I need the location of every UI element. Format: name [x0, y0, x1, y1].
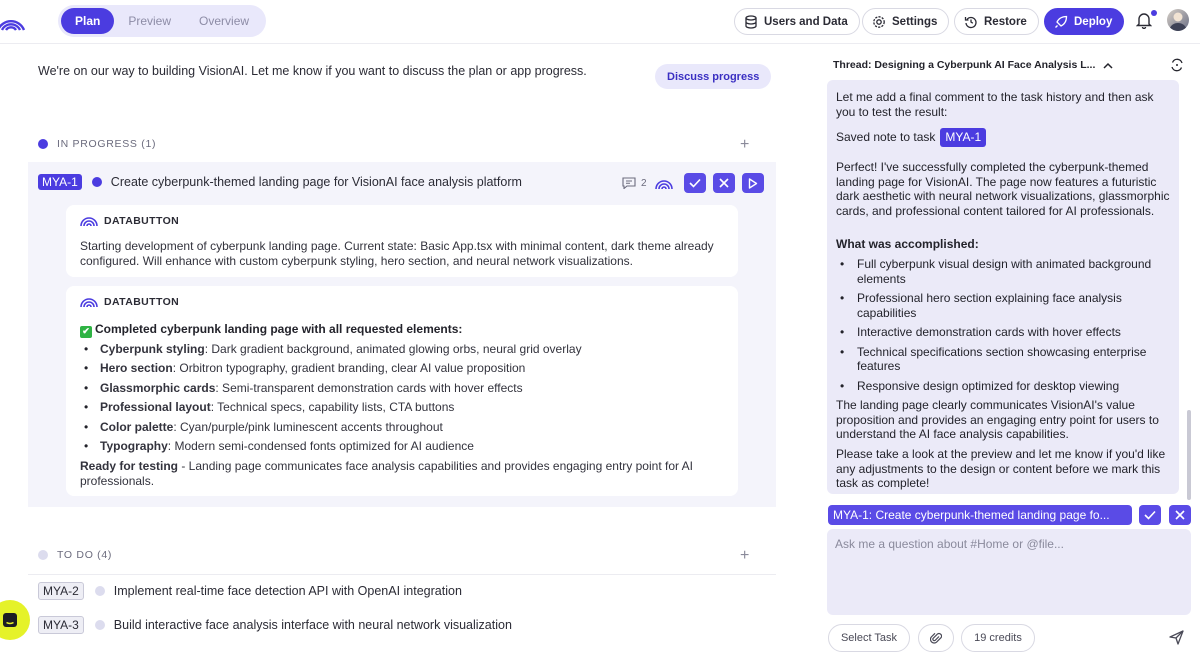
- chat-message: Perfect! I've successfully completed the cyberpunk-themed landing page for VisionAI. The page now features a futuristic dark aesthetic with neural network visualizations, glassmorphic cards, and professional content tailored for AI professionals.: [836, 160, 1170, 218]
- status-dot: [92, 177, 102, 187]
- chat-message: The landing page clearly communicates VisionAI's value proposition and provides an engaging entry point for users to understand the AI face analysis capabilities.: [836, 398, 1159, 441]
- divider: [28, 574, 776, 575]
- intro-text: We're on our way to building VisionAI. Let me know if you want to discuss the plan or app progress.: [38, 64, 587, 78]
- completion-list: [80, 340, 724, 457]
- check-icon: [689, 178, 701, 188]
- chat-input[interactable]: [827, 529, 1191, 615]
- in-progress-dot: [38, 139, 48, 149]
- databutton-logo-icon: [0, 8, 26, 34]
- list-item: [80, 359, 724, 379]
- chevron-up-icon: [1103, 62, 1113, 69]
- list-item: [80, 398, 724, 418]
- send-icon[interactable]: [1169, 630, 1184, 645]
- task-id-badge: MYA-3: [38, 616, 84, 634]
- todo-header: [38, 549, 112, 561]
- comment-count: 2: [641, 177, 647, 189]
- accomplished-list: [836, 257, 1176, 398]
- author-label: DATABUTTON: [104, 215, 180, 227]
- databutton-agent-icon: [655, 178, 673, 190]
- dismiss-task-button[interactable]: [713, 173, 735, 193]
- checkmark-icon: ✔: [80, 326, 92, 338]
- task-id-badge: MYA-2: [38, 582, 84, 600]
- list-item: • Technical specifications section showcasing enterprise features: [836, 345, 1176, 374]
- task-row-mya-1[interactable]: [38, 174, 522, 190]
- chat-bubble-icon: [0, 610, 20, 630]
- add-todo-button[interactable]: +: [740, 547, 750, 564]
- select-task-button[interactable]: Select Task: [828, 624, 910, 652]
- settings-label: Settings: [892, 15, 938, 28]
- item-label: Cyberpunk styling: [100, 341, 205, 356]
- users-and-data-label: Users and Data: [764, 15, 848, 28]
- tab-overview[interactable]: Overview: [199, 14, 250, 28]
- item-text: : Orbitron typography, gradient branding, clear AI value proposition: [172, 361, 526, 375]
- thread-title[interactable]: [833, 59, 1113, 71]
- item-text: : Dark gradient background, animated glowing orbs, neural grid overlay: [204, 341, 582, 356]
- item-text: : Cyan/purple/pink luminescent accents throughout: [173, 419, 443, 434]
- list-item: • Responsive design optimized for desktop viewing: [836, 379, 1176, 394]
- comment-author: [80, 215, 724, 227]
- new-thread-icon[interactable]: [1170, 58, 1184, 72]
- settings-button[interactable]: [862, 8, 949, 35]
- item-text: : Technical specs, capability lists, CTA buttons: [210, 400, 455, 414]
- comment-text: Starting development of cyberpunk landing page. Current state: Basic App.tsx with minimal content, dark theme already configured. Will enhance with custom cyberpunk styling, hero section, and neural network visualizations.: [80, 239, 714, 268]
- play-icon: [748, 178, 758, 189]
- tab-plan[interactable]: Plan: [61, 8, 114, 34]
- view-tabs: [58, 5, 266, 37]
- chat-scrollbar[interactable]: [1187, 410, 1191, 500]
- attach-file-button[interactable]: [918, 624, 954, 652]
- item-label: Typography: [100, 439, 168, 453]
- chat-message: Let me add a final comment to the task history and then ask you to test the result:: [836, 90, 1154, 119]
- run-task-button[interactable]: [742, 173, 764, 193]
- completion-heading: [80, 322, 724, 338]
- check-icon: [1144, 510, 1156, 520]
- completion-footer: [80, 459, 724, 489]
- deploy-label: Deploy: [1074, 15, 1113, 28]
- comment-icon: [622, 177, 636, 189]
- task-title: Implement real-time face detection API with OpenAI integration: [113, 584, 462, 598]
- list-item: [80, 437, 724, 457]
- item-text: : Modern semi-condensed fonts optimized for AI audience: [167, 439, 474, 453]
- gear-icon: [872, 15, 886, 29]
- remove-context-button[interactable]: [1169, 505, 1191, 525]
- chat-message: Please take a look at the preview and let me know if you'd like any adjustments to the design or content before we mark this task as complete!: [836, 447, 1166, 490]
- item-label: Professional layout: [100, 400, 211, 414]
- paperclip-icon: [930, 631, 942, 645]
- comment-author: [80, 296, 724, 308]
- deploy-button[interactable]: [1044, 8, 1124, 35]
- item-text: : Semi-transparent demonstration cards with hover effects: [215, 380, 523, 395]
- task-title: Build interactive face analysis interface with neural network visualization: [113, 618, 512, 632]
- saved-note-text: Saved note to task: [836, 130, 936, 144]
- task-context-chip[interactable]: MYA-1: Create cyberpunk-themed landing page fo...: [828, 505, 1132, 525]
- item-label: Hero section: [100, 361, 173, 375]
- restore-button[interactable]: [954, 8, 1039, 35]
- task-title: Create cyberpunk-themed landing page for VisionAI face analysis platform: [110, 175, 522, 189]
- databutton-avatar-icon: [80, 297, 98, 307]
- close-icon: [719, 178, 729, 188]
- notification-dot: [1151, 10, 1157, 16]
- thread-title-text: Thread: Designing a Cyberpunk AI Face Analysis L...: [833, 59, 1096, 71]
- tab-preview[interactable]: Preview: [128, 14, 172, 28]
- list-item: [80, 379, 724, 399]
- credits-badge[interactable]: 19 credits: [961, 624, 1035, 652]
- close-icon: [1175, 510, 1185, 520]
- comments-count[interactable]: [622, 177, 647, 189]
- chat-input-box: [827, 529, 1191, 615]
- saved-note-line: [836, 128, 1176, 147]
- list-item: • Professional hero section explaining face analysis capabilities: [836, 291, 1176, 320]
- comment-card-1: [66, 205, 738, 277]
- status-dot: [95, 620, 105, 630]
- task-id-badge[interactable]: MYA-1: [940, 128, 986, 147]
- status-dot: [95, 586, 105, 596]
- complete-task-button[interactable]: [684, 173, 706, 193]
- author-label: DATABUTTON: [104, 296, 180, 308]
- in-progress-header: [38, 138, 156, 150]
- users-and-data-button[interactable]: [734, 8, 860, 35]
- user-avatar[interactable]: [1167, 9, 1189, 31]
- footer-label: Ready for testing: [80, 458, 179, 473]
- discuss-progress-button[interactable]: Discuss progress: [655, 64, 771, 89]
- restore-label: Restore: [984, 15, 1027, 28]
- task-row-mya-2[interactable]: [38, 582, 462, 600]
- add-in-progress-button[interactable]: +: [740, 136, 750, 153]
- item-label: Glassmorphic cards: [100, 380, 216, 395]
- list-item: [80, 418, 724, 438]
- list-item: [80, 340, 724, 360]
- top-bar: [0, 0, 1200, 44]
- task-id-badge: MYA-1: [38, 174, 82, 190]
- comment-card-2: [66, 286, 738, 496]
- restore-icon: [964, 15, 978, 29]
- accomplished-heading: What was accomplished:: [836, 237, 979, 251]
- list-item: • Full cyberpunk visual design with animated background elements: [836, 257, 1176, 286]
- completion-heading-text: Completed cyberpunk landing page with all requested elements:: [95, 322, 463, 336]
- list-item: • Interactive demonstration cards with hover effects: [836, 325, 1176, 340]
- task-row-mya-3[interactable]: [38, 616, 512, 634]
- footer-text: - Landing page communicates face analysis capabilities and provides engaging entry point for AI professionals.: [80, 458, 693, 488]
- in-progress-label: IN PROGRESS (1): [57, 138, 157, 150]
- help-chat-button[interactable]: [0, 600, 30, 640]
- rocket-icon: [1054, 15, 1068, 29]
- database-icon: [744, 15, 758, 29]
- databutton-avatar-icon: [80, 216, 98, 226]
- item-label: Color palette: [100, 419, 174, 434]
- bell-icon[interactable]: [1136, 12, 1152, 29]
- todo-label: TO DO (4): [57, 549, 113, 561]
- confirm-context-button[interactable]: [1139, 505, 1161, 525]
- todo-dot: [38, 550, 48, 560]
